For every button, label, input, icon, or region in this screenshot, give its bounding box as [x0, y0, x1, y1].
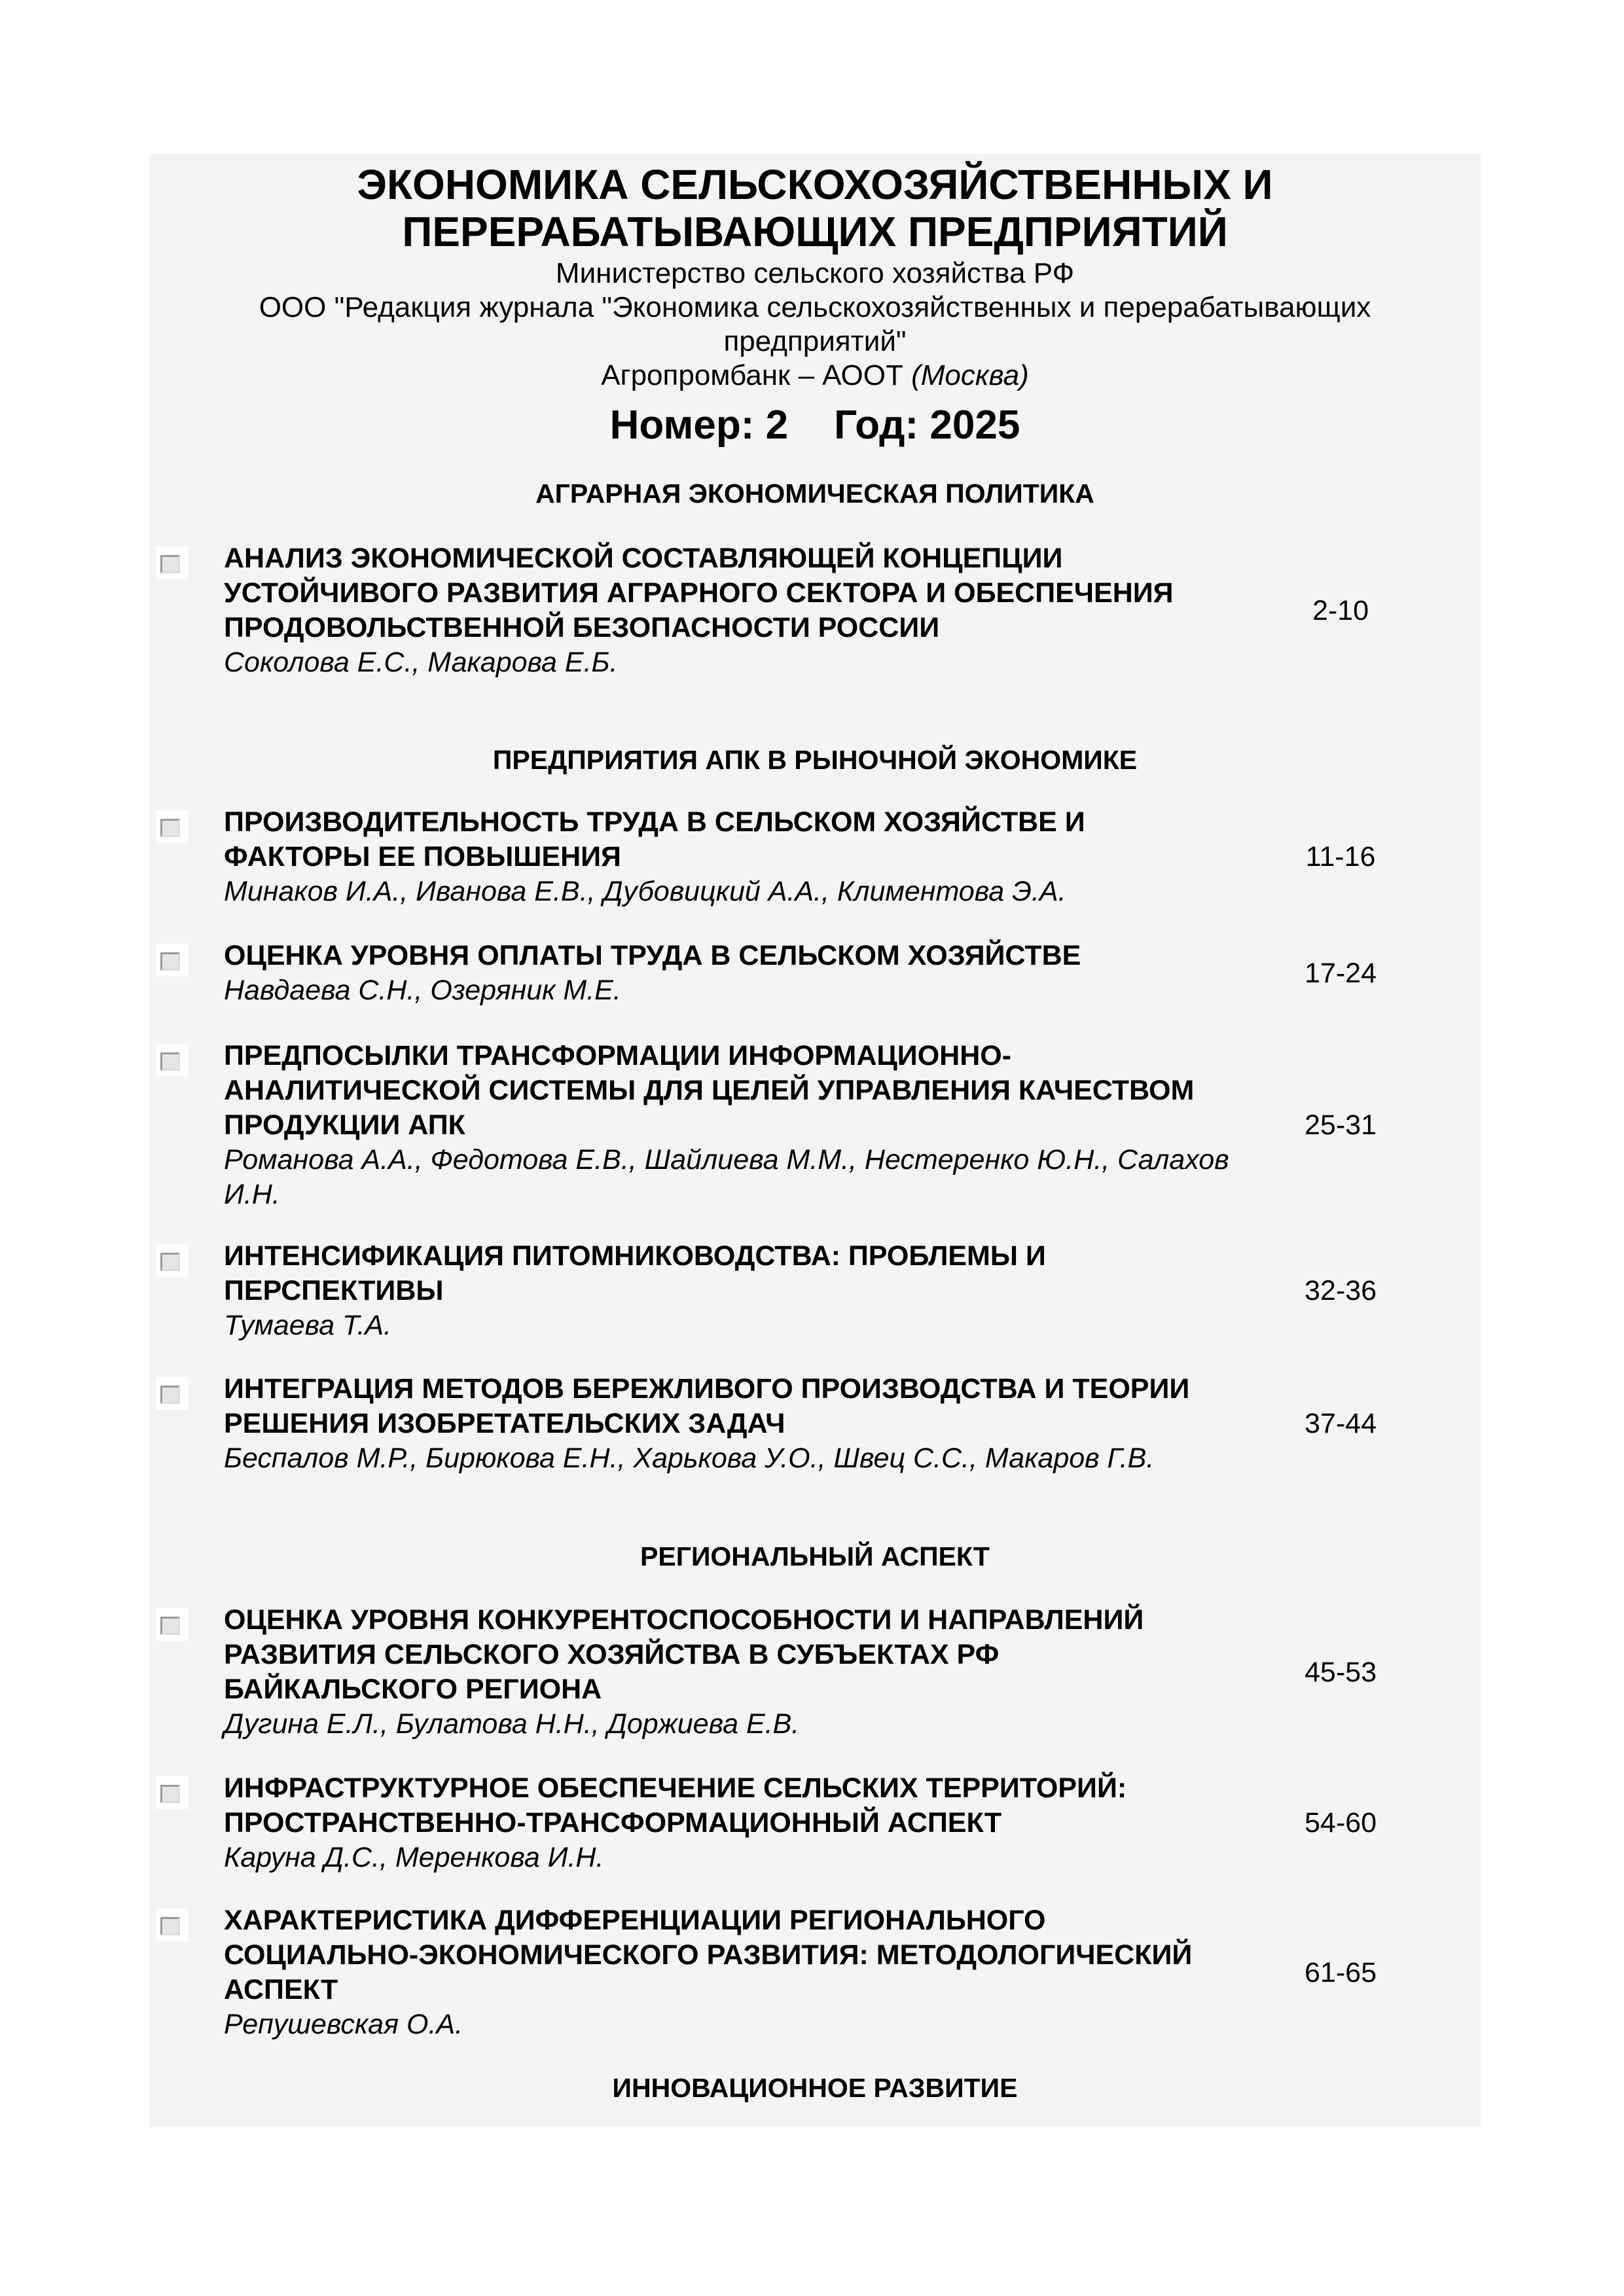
article-body — [224, 1372, 1232, 1476]
article-authors: Дугина Е.Л., Булатова Н.Н., Доржиева Е.В. — [224, 1708, 800, 1740]
article-entry — [149, 1239, 1481, 1343]
article-authors: Тумаева Т.А. — [224, 1310, 392, 1341]
section-heading: ПРЕДПРИЯТИЯ АПК В РЫНОЧНОЙ ЭКОНОМИКЕ — [492, 745, 1138, 775]
article-checkbox[interactable] — [156, 1044, 189, 1077]
article-title-link[interactable]: ОЦЕНКА УРОВНЯ КОНКУРЕНТОСПОСОБНОСТИ И НАПРАВЛЕНИЙ РАЗВИТИЯ СЕЛЬСКОГО ХОЗЯЙСТВА В СУБЪЕКТАХ РФ БАЙКАЛЬСКОГО РЕГИОНА — [224, 1604, 1144, 1705]
article-entry — [149, 1771, 1481, 1875]
city: (Москва) — [911, 359, 1029, 391]
article-checkbox[interactable] — [156, 1244, 189, 1277]
article-entry — [149, 805, 1481, 909]
article-authors: Беспалов М.Р., Бирюкова Е.Н., Харькова У.О., Швец С.С., Макаров Г.В. — [224, 1443, 1155, 1474]
article-title-link[interactable]: ХАРАКТЕРИСТИКА ДИФФЕРЕНЦИАЦИИ РЕГИОНАЛЬНОГО СОЦИАЛЬНО-ЭКОНОМИЧЕСКОГО РАЗВИТИЯ: МЕТОДОЛОГИЧЕСКИЙ АСПЕКТ — [224, 1905, 1193, 2005]
checkbox-icon — [160, 1785, 180, 1803]
article-pages: 11-16 — [1305, 841, 1376, 872]
article-body — [224, 1239, 1232, 1343]
article-checkbox[interactable] — [156, 944, 189, 977]
checkbox-icon — [160, 819, 180, 837]
checkbox-icon — [160, 555, 180, 573]
article-pages: 45-53 — [1305, 1656, 1377, 1688]
journal-title — [149, 161, 1481, 255]
checkbox-icon — [160, 1386, 180, 1404]
checkbox-icon — [160, 1617, 180, 1635]
article-authors: Каруна Д.С., Меренкова И.Н. — [224, 1842, 604, 1873]
article-checkbox[interactable] — [156, 547, 189, 579]
publisher-line: ООО "Редакция журнала "Экономика сельскохозяйственных и перерабатывающих — [259, 291, 1371, 323]
article-body — [224, 1903, 1232, 2042]
article-authors: Соколова Е.С., Макарова Е.Б. — [224, 647, 618, 678]
publisher-line: Министерство сельского хозяйства РФ — [555, 257, 1075, 289]
article-entry — [149, 541, 1481, 680]
article-pages: 37-44 — [1305, 1408, 1377, 1439]
article-entry — [149, 1603, 1481, 1742]
journal-title-line: ЭКОНОМИКА СЕЛЬСКОХОЗЯЙСТВЕННЫХ И — [357, 161, 1273, 208]
article-pages: 2-10 — [1312, 594, 1369, 626]
article-checkbox[interactable] — [156, 1608, 189, 1641]
bank-name: Агропромбанк – АООТ — [601, 359, 903, 391]
article-pages: 25-31 — [1305, 1109, 1377, 1141]
article-authors: Романова А.А., Федотова Е.В., Шайлиева М.М., Нестеренко Ю.Н., Салахов И.Н. — [224, 1144, 1229, 1210]
article-checkbox[interactable] — [156, 1377, 189, 1410]
article-body — [224, 1039, 1232, 1212]
article-checkbox[interactable] — [156, 810, 189, 843]
publisher-info — [149, 257, 1481, 393]
article-title-link[interactable]: ИНФРАСТРУКТУРНОЕ ОБЕСПЕЧЕНИЕ СЕЛЬСКИХ ТЕРРИТОРИЙ: ПРОСТРАНСТВЕННО-ТРАНСФОРМАЦИОННЫЙ АСПЕКТ — [224, 1772, 1127, 1839]
article-title-link[interactable]: ИНТЕГРАЦИЯ МЕТОДОВ БЕРЕЖЛИВОГО ПРОИЗВОДСТВА И ТЕОРИИ РЕШЕНИЯ ИЗОБРЕТАТЕЛЬСКИХ ЗАДАЧ — [224, 1373, 1190, 1439]
section-heading: АГРАРНАЯ ЭКОНОМИЧЕСКАЯ ПОЛИТИКА — [535, 478, 1094, 509]
article-pages: 17-24 — [1305, 957, 1377, 989]
article-pages: 54-60 — [1305, 1807, 1377, 1839]
article-authors: Минаков И.А., Иванова Е.В., Дубовицкий А.А., Климентова Э.А. — [224, 876, 1066, 907]
section-heading: РЕГИОНАЛЬНЫЙ АСПЕКТ — [640, 1541, 990, 1571]
article-body — [224, 1603, 1232, 1742]
article-authors: Навдаева С.Н., Озеряник М.Е. — [224, 975, 621, 1006]
article-entry — [149, 1372, 1481, 1476]
checkbox-icon — [160, 952, 180, 971]
issue-info — [149, 403, 1481, 448]
article-checkbox[interactable] — [156, 1776, 189, 1809]
bank-line — [149, 359, 1481, 393]
publisher-line: предприятий" — [723, 325, 907, 357]
article-entry — [149, 939, 1481, 1008]
article-entry — [149, 1039, 1481, 1212]
checkbox-icon — [160, 1917, 180, 1935]
article-title-link[interactable]: ПРЕДПОСЫЛКИ ТРАНСФОРМАЦИИ ИНФОРМАЦИОННО-АНАЛИТИЧЕСКОЙ СИСТЕМЫ ДЛЯ ЦЕЛЕЙ УПРАВЛЕНИЯ КАЧЕСТВОМ ПРОДУКЦИИ АПК — [224, 1040, 1195, 1141]
article-entry — [149, 1903, 1481, 2042]
article-authors: Репушевская О.А. — [224, 2009, 463, 2040]
article-pages: 32-36 — [1305, 1275, 1377, 1306]
article-title-link[interactable]: ИНТЕНСИФИКАЦИЯ ПИТОМНИКОВОДСТВА: ПРОБЛЕМЫ И ПЕРСПЕКТИВЫ — [224, 1240, 1046, 1306]
issue-number: Номер: 2 — [609, 403, 789, 448]
article-checkbox[interactable] — [156, 1909, 189, 1941]
article-body — [224, 939, 1232, 1008]
checkbox-icon — [160, 1052, 180, 1071]
article-title-link[interactable]: АНАЛИЗ ЭКОНОМИЧЕСКОЙ СОСТАВЛЯЮЩЕЙ КОНЦЕПЦИИ УСТОЙЧИВОГО РАЗВИТИЯ АГРАРНОГО СЕКТОРА И ОБЕСПЕЧЕНИЯ ПРОДОВОЛЬСТВЕННОЙ БЕЗОПАСНОСТИ РОССИИ — [224, 543, 1174, 643]
article-body — [224, 1771, 1232, 1875]
article-body — [224, 541, 1232, 680]
journal-title-line: ПЕРЕРАБАТЫВАЮЩИХ ПРЕДПРИЯТИЙ — [402, 208, 1228, 255]
article-body — [224, 805, 1232, 909]
article-title-link[interactable]: ОЦЕНКА УРОВНЯ ОПЛАТЫ ТРУДА В СЕЛЬСКОМ ХОЗЯЙСТВЕ — [224, 940, 1081, 971]
article-pages: 61-65 — [1305, 1956, 1377, 1988]
article-title-link[interactable]: ПРОИЗВОДИТЕЛЬНОСТЬ ТРУДА В СЕЛЬСКОМ ХОЗЯЙСТВЕ И ФАКТОРЫ ЕЕ ПОВЫШЕНИЯ — [224, 806, 1085, 872]
checkbox-icon — [160, 1253, 180, 1271]
issue-year: Год: 2025 — [834, 403, 1020, 448]
section-heading: ИННОВАЦИОННОЕ РАЗВИТИЕ — [612, 2073, 1018, 2103]
